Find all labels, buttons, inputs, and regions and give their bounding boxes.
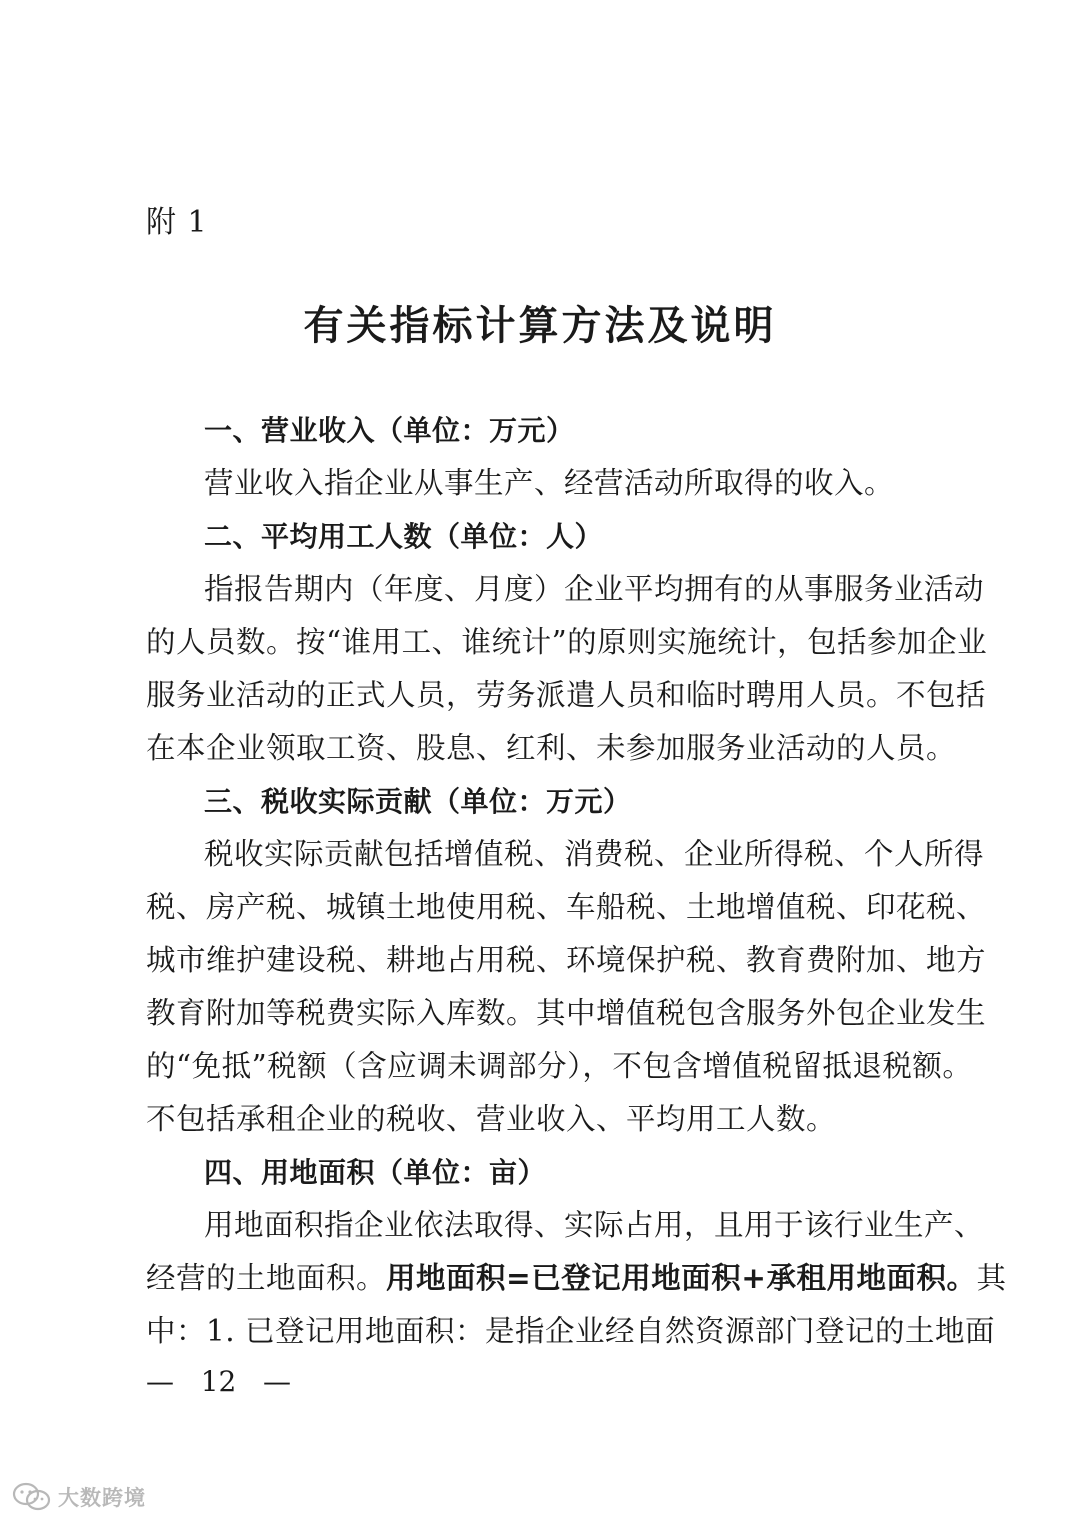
paragraph-line bbox=[146, 1252, 1007, 1305]
text-span: 在本企业领取工资、股息、红利、未参加服务业活动的人员。 bbox=[146, 731, 957, 765]
paragraph-line bbox=[146, 616, 988, 669]
paragraph-line bbox=[146, 1305, 996, 1358]
page-number: — 12 — bbox=[146, 1365, 292, 1398]
text-span: 指报告期内（年度、月度）企业平均拥有的从事服务业活动 bbox=[204, 572, 985, 606]
section-heading bbox=[146, 1146, 946, 1199]
paragraph-line bbox=[146, 563, 985, 616]
watermark-text: 大数跨境 bbox=[58, 1486, 146, 1510]
bold-text: 二、平均用工人数（单位：人） bbox=[204, 520, 604, 553]
text-span: 其 bbox=[976, 1261, 1007, 1295]
paragraph-line bbox=[146, 987, 987, 1040]
paragraph-line bbox=[146, 669, 987, 722]
text-span: 教育附加等税费实际入库数。其中增值税包含服务外包企业发生 bbox=[146, 996, 987, 1030]
bold-text: 用地面积=已登记用地面积+承租用地面积。 bbox=[386, 1261, 977, 1295]
paragraph-line bbox=[146, 881, 987, 934]
wechat-logo-icon bbox=[12, 1482, 52, 1512]
document-body bbox=[146, 404, 1007, 1358]
section-heading bbox=[146, 510, 946, 563]
text-span: 用地面积指企业依法取得、实际占用，且用于该行业生产、 bbox=[204, 1208, 985, 1242]
paragraph-line bbox=[146, 1040, 973, 1093]
text-span: 经营的土地面积。 bbox=[146, 1261, 387, 1295]
text-span: 不包括承租企业的税收、营业收入、平均用工人数。 bbox=[146, 1102, 837, 1136]
paragraph-line bbox=[146, 722, 957, 775]
bold-text: 一、营业收入（单位：万元） bbox=[204, 414, 575, 447]
annex-label: 附 1 bbox=[146, 205, 208, 240]
bold-text: 四、用地面积（单位：亩） bbox=[204, 1156, 547, 1189]
text-span: 税收实际贡献包括增值税、消费税、企业所得税、个人所得 bbox=[204, 837, 985, 871]
paragraph-line bbox=[146, 828, 985, 881]
text-span: 营业收入指企业从事生产、经营活动所取得的收入。 bbox=[204, 466, 895, 500]
paragraph-line bbox=[146, 934, 987, 987]
paragraph-line bbox=[146, 457, 946, 510]
document-title: 有关指标计算方法及说明 bbox=[303, 302, 777, 349]
text-span: 服务业活动的正式人员，劳务派遣人员和临时聘用人员。不包括 bbox=[146, 678, 987, 712]
watermark bbox=[12, 1482, 146, 1512]
section-heading bbox=[146, 775, 946, 828]
text-span: 的“免抵”税额（含应调未调部分），不包含增值税留抵退税额。 bbox=[146, 1049, 973, 1083]
text-span: 税、房产税、城镇土地使用税、车船税、土地增值税、印花税、 bbox=[146, 890, 987, 924]
section-heading bbox=[146, 404, 946, 457]
bold-text: 三、税收实际贡献（单位：万元） bbox=[204, 785, 632, 818]
text-span: 城市维护建设税、耕地占用税、环境保护税、教育费附加、地方 bbox=[146, 943, 987, 977]
text-span: 中：1. 已登记用地面积：是指企业经自然资源部门登记的土地面 bbox=[146, 1314, 996, 1348]
text-span: 的人员数。按“谁用工、谁统计”的原则实施统计，包括参加企业 bbox=[146, 625, 988, 659]
paragraph-line bbox=[146, 1093, 946, 1146]
paragraph-line bbox=[146, 1199, 985, 1252]
